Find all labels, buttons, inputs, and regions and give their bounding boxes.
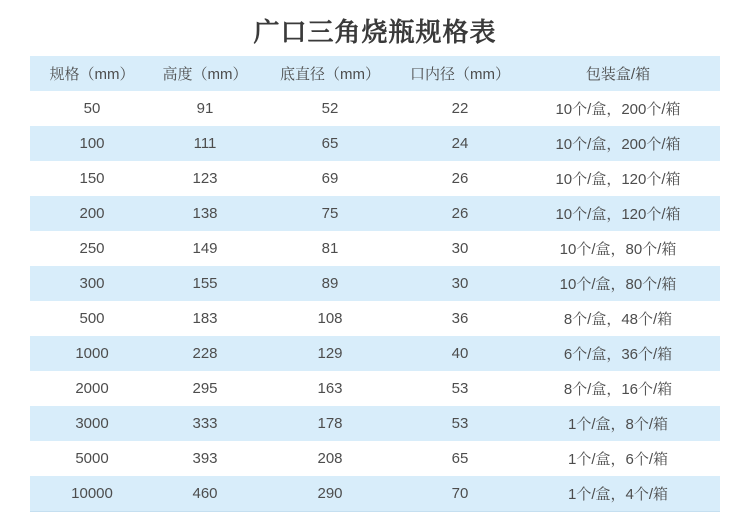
table-cell: 228 xyxy=(192,345,218,362)
table-cell: 6个/盒，36个/箱 xyxy=(563,346,673,363)
table-header xyxy=(30,56,720,91)
table-cell: 295 xyxy=(192,380,218,397)
table-cell: 53 xyxy=(451,415,469,432)
table-cell: 1个/盒，6个/箱 xyxy=(567,451,669,468)
table-row xyxy=(30,91,720,126)
table-row xyxy=(30,476,720,512)
table-cell: 22 xyxy=(451,100,469,117)
table-cell: 10个/盒，200个/箱 xyxy=(555,136,681,153)
table-row xyxy=(30,371,720,406)
table-cell: 100 xyxy=(79,135,105,152)
table-cell: 65 xyxy=(451,450,469,467)
table-row xyxy=(30,301,720,336)
table-cell: 40 xyxy=(451,345,469,362)
table-row xyxy=(30,196,720,231)
table-row xyxy=(30,126,720,161)
table-body xyxy=(30,91,720,512)
table-cell: 10个/盒，120个/箱 xyxy=(555,206,681,223)
table-cell: 500 xyxy=(79,310,105,327)
table-cell: 155 xyxy=(192,275,218,292)
table-cell: 10000 xyxy=(71,485,113,502)
table-cell: 70 xyxy=(451,485,469,502)
table-cell: 10个/盒，80个/箱 xyxy=(559,241,677,258)
table-cell: 75 xyxy=(321,205,339,222)
table-cell: 81 xyxy=(321,240,339,257)
table-cell: 163 xyxy=(317,380,343,397)
table-cell: 89 xyxy=(321,275,339,292)
table-cell: 52 xyxy=(321,100,339,117)
table-cell: 10个/盒，80个/箱 xyxy=(559,276,677,293)
table-row xyxy=(30,406,720,441)
table-row xyxy=(30,441,720,476)
table-cell: 8个/盒，48个/箱 xyxy=(563,311,673,328)
table-cell: 65 xyxy=(321,135,339,152)
table-cell: 1个/盒，8个/箱 xyxy=(567,416,669,433)
table-row xyxy=(30,231,720,266)
table-cell: 69 xyxy=(321,170,339,187)
table-header-cell: 底直径（mm） xyxy=(280,66,380,83)
table-cell: 178 xyxy=(317,415,343,432)
table-cell: 53 xyxy=(451,380,469,397)
table-cell: 3000 xyxy=(75,415,109,432)
table-cell: 30 xyxy=(451,275,469,292)
table-cell: 150 xyxy=(79,170,105,187)
table-cell: 300 xyxy=(79,275,105,292)
table-cell: 10个/盒，120个/箱 xyxy=(555,171,681,188)
table-cell: 50 xyxy=(83,100,101,117)
table-cell: 290 xyxy=(317,485,343,502)
table-header-cell: 高度（mm） xyxy=(162,66,248,83)
table-cell: 129 xyxy=(317,345,343,362)
table-cell: 108 xyxy=(317,310,343,327)
page-title: 广口三角烧瓶规格表 xyxy=(253,17,497,47)
table-header-cell: 规格（mm） xyxy=(49,66,135,83)
table-row xyxy=(30,161,720,196)
table-cell: 183 xyxy=(192,310,218,327)
table-cell: 123 xyxy=(192,170,218,187)
table-cell: 200 xyxy=(79,205,105,222)
table-cell: 393 xyxy=(192,450,218,467)
table-cell: 1个/盒，4个/箱 xyxy=(567,486,669,503)
table-row xyxy=(30,336,720,371)
table-cell: 26 xyxy=(451,205,469,222)
table-cell: 250 xyxy=(79,240,105,257)
table-header-row xyxy=(30,56,720,91)
spec-table xyxy=(30,56,720,512)
table-cell: 111 xyxy=(193,135,217,152)
table-cell: 138 xyxy=(192,205,218,222)
table-header-cell: 口内径（mm） xyxy=(410,66,510,83)
table-cell: 10个/盒，200个/箱 xyxy=(555,101,681,118)
table-cell: 333 xyxy=(192,415,218,432)
table-header-cell: 包装盒/箱 xyxy=(585,66,651,83)
table-row xyxy=(30,266,720,301)
table-cell: 460 xyxy=(192,485,218,502)
table-cell: 36 xyxy=(451,310,469,327)
table-cell: 26 xyxy=(451,170,469,187)
table-cell: 1000 xyxy=(75,345,109,362)
table-cell: 8个/盒，16个/箱 xyxy=(563,381,673,398)
table-cell: 24 xyxy=(451,135,469,152)
table-cell: 5000 xyxy=(75,450,109,467)
table-cell: 149 xyxy=(192,240,218,257)
table-cell: 30 xyxy=(451,240,469,257)
table-cell: 91 xyxy=(196,100,214,117)
table-cell: 2000 xyxy=(75,380,109,397)
table-cell: 208 xyxy=(317,450,343,467)
